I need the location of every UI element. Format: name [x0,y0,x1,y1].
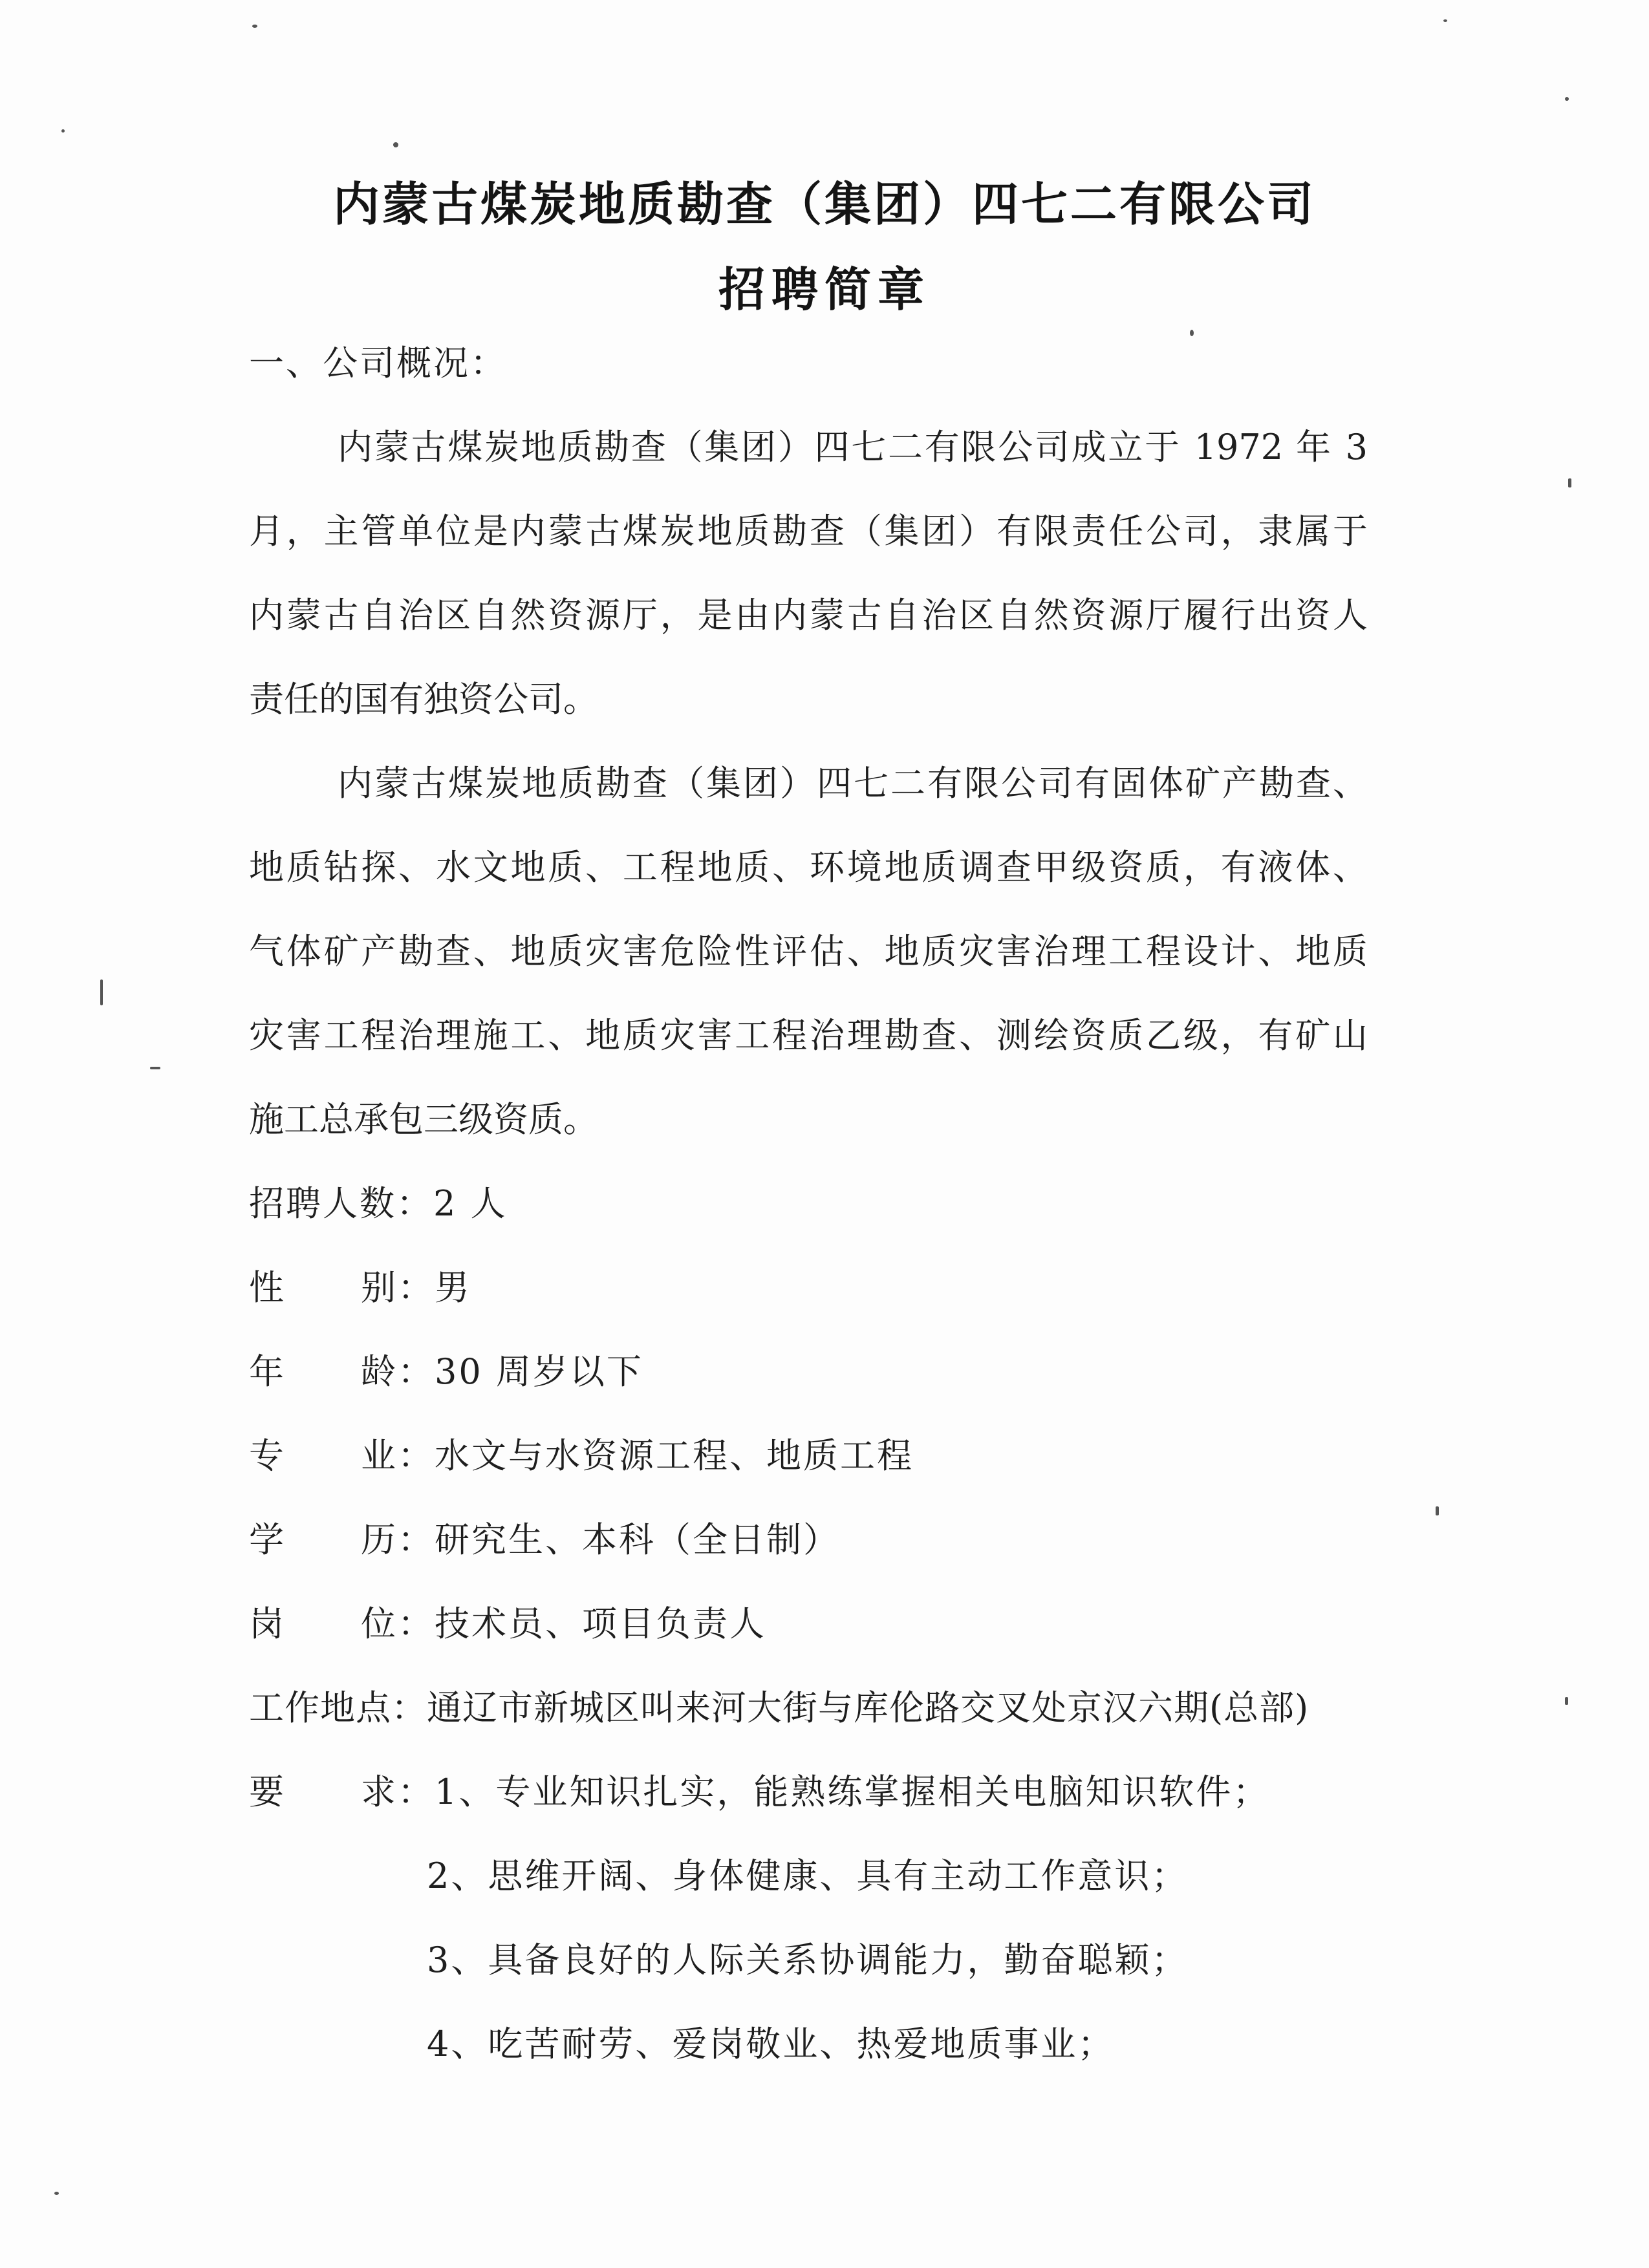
scan-speck [1565,97,1569,101]
scan-speck [1568,478,1571,487]
paragraph2-line: 气体矿产勘查、地质灾害危险性评估、地质灾害治理工程设计、地质 [249,931,1368,972]
field-value: 男 [435,1267,471,1308]
field-label: 性别 [249,1267,398,1308]
requirement-item: 3、具备良好的人际关系协调能力，勤奋聪颖； [427,1940,1189,1980]
field-position [249,1603,766,1645]
field-colon: ： [398,1267,435,1308]
field-work-location [249,1687,1309,1729]
field-label: 专业 [249,1435,398,1476]
requirement-item: 1、专业知识扎实，能熟练掌握相关电脑知识软件； [435,1771,1270,1812]
scan-speck [150,1067,160,1069]
paragraph2-line: 地质钻探、水文地质、工程地质、环境地质调查甲级资质，有液体、 [249,847,1368,888]
field-value: 水文与水资源工程、地质工程 [435,1435,914,1476]
scan-speck [61,129,65,133]
field-label: 年龄 [249,1351,398,1392]
field-label: 学历 [249,1519,398,1560]
field-value: 30 周岁以下 [435,1351,643,1392]
paragraph2-line: 施工总承包三级资质。 [249,1099,598,1140]
scan-speck [252,25,257,28]
requirement-item: 2、思维开阔、身体健康、具有主动工作意识； [427,1856,1189,1896]
scan-speck [1565,1697,1568,1705]
section-heading-company-overview: 一、公司概况： [249,343,507,383]
document-title: 内蒙古煤炭地质勘查（集团）四七二有限公司 [332,177,1316,231]
field-colon: ： [396,1183,433,1224]
scan-speck [100,979,103,1005]
scan-speck [1443,19,1447,22]
field-label: 招聘人数 [249,1183,396,1224]
field-label: 岗位 [249,1603,398,1644]
field-colon: ： [398,1435,435,1476]
field-colon: ： [398,1603,435,1644]
field-headcount [249,1183,508,1225]
field-colon: ： [398,1351,435,1392]
scan-speck [54,2192,59,2195]
field-gender [249,1267,471,1309]
field-requirements [249,1771,1269,1813]
scan-speck [1190,330,1194,336]
scan-speck [1436,1506,1439,1515]
scan-speck [393,142,398,147]
requirement-item: 4、吃苦耐劳、爱岗敬业、热爱地质事业； [427,2024,1115,2064]
field-label: 工作地点 [249,1687,391,1728]
field-colon: ： [398,1771,435,1812]
field-value: 通辽市新城区叫来河大街与库伦路交叉处京汉六期(总部) [427,1687,1310,1728]
field-colon: ： [398,1519,435,1560]
field-label: 要求 [249,1771,398,1812]
field-value: 2 人 [433,1183,508,1224]
paragraph1-line: 内蒙古煤炭地质勘查（集团）四七二有限公司成立于 1972 年 3 [338,427,1368,467]
document-subtitle: 招聘简章 [718,262,931,317]
field-major [249,1435,914,1477]
paragraph1-line: 责任的国有独资公司。 [249,679,598,720]
paragraph1-line: 内蒙古自治区自然资源厅，是由内蒙古自治区自然资源厅履行出资人 [249,595,1368,636]
paragraph2-line: 灾害工程治理施工、地质灾害工程治理勘查、测绘资质乙级，有矿山 [249,1015,1368,1056]
paragraph1-line: 月，主管单位是内蒙古煤炭地质勘查（集团）有限责任公司，隶属于 [249,511,1368,551]
field-value: 技术员、项目负责人 [435,1603,766,1644]
field-age [249,1351,643,1393]
field-colon: ： [391,1687,427,1728]
field-education [249,1519,840,1561]
paragraph2-line: 内蒙古煤炭地质勘查（集团）四七二有限公司有固体矿产勘查、 [338,763,1368,804]
field-value: 研究生、本科（全日制） [435,1519,840,1560]
